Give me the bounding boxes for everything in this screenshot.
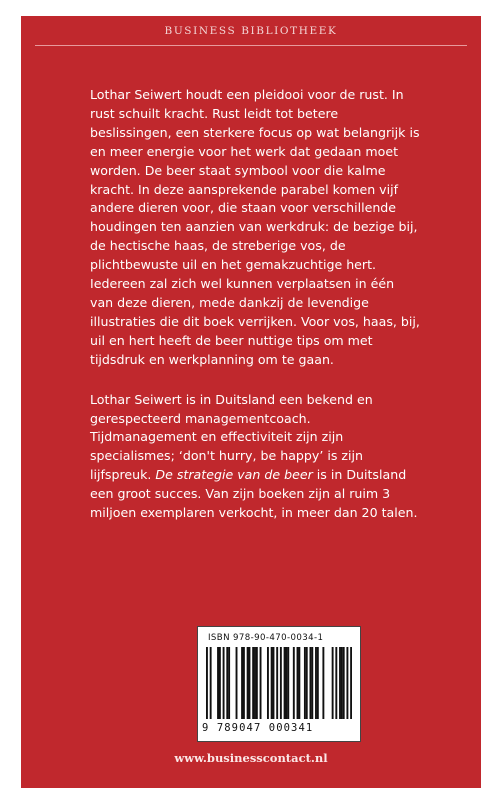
barcode-bars (206, 647, 352, 719)
series-title: BUSINESS BIBLIOTHEEK (164, 25, 338, 37)
blurb-text (90, 86, 420, 544)
barcode-digits: 9 789047 000341 (202, 722, 314, 734)
header-band (21, 16, 481, 60)
blurb-paragraph-2-start: Lothar Seiwert is in Duitsland een bekend en gerespecteerd managementcoach. Tijdmanagement en effectiviteit zijn zijn specialismes; ‘don't hurry, be happy’ is zijn lijfspreuk. (90, 391, 373, 483)
publisher-website: www.businesscontact.nl (174, 751, 328, 765)
book-title-italic: De strategie van de beer (155, 467, 313, 483)
blurb-paragraph-1: Lothar Seiwert houdt een pleidooi voor de rust. In rust schuilt kracht. Rust leidt tot betere beslissingen, een sterkere focus op wat belangrijk is en meer energie voor het werk dat gedaan moet worden. De beer staat symbool voor die kalme kracht. In deze aansprekende parabel komen vijf andere dieren voor, die staan voor verschillende houdingen ten aanzien van werkdruk: de bezige bij, de hectische haas, de streberige vos, de plichtbewuste uil en het gemakzuchtige hert. Iedereen zal zich wel kunnen verplaatsen in één van deze dieren, mede dankzij de levendige illustraties die dit boek verrijken. Voor vos, haas, bij, uil en hert heeft de beer nuttige tips om met tijdsdruk en werkplanning om te gaan. (90, 87, 420, 367)
barcode-box (197, 626, 361, 742)
header-divider (35, 45, 467, 46)
blurb-paragraph-2-end: is in Duitsland een groot succes. Van zijn boeken zijn al ruim 3 miljoen exemplaren verkocht, in meer dan 20 talen. (90, 467, 418, 521)
blurb-paragraph-2 (90, 391, 420, 523)
red-cover-panel (21, 16, 481, 788)
isbn-label: ISBN 978-90-470-0034-1 (208, 633, 324, 643)
